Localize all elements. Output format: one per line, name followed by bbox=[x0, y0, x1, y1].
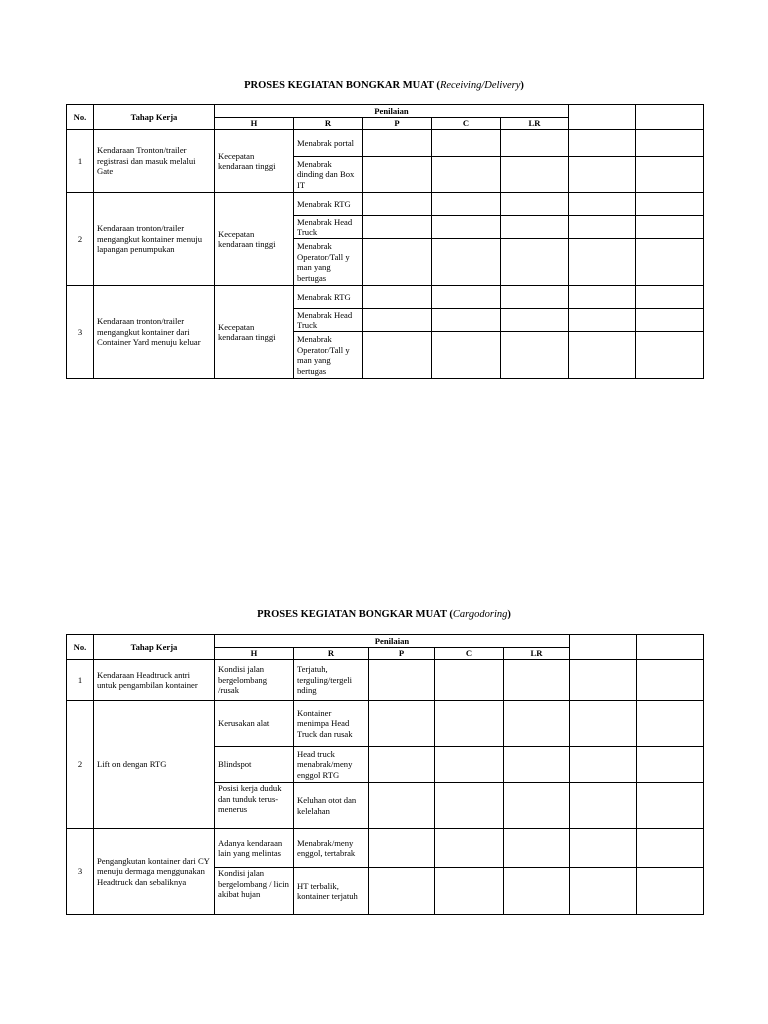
extra-cell bbox=[637, 701, 704, 747]
c-cell bbox=[435, 783, 504, 829]
tahap-kerja-cell: Kendaraan tronton/trailer mengangkut kontainer dari Container Yard menuju keluar bbox=[94, 286, 215, 379]
header-extra-1 bbox=[570, 635, 637, 660]
p-cell bbox=[369, 783, 435, 829]
hazard-cell: Kondisi jalan bergelombang /rusak bbox=[215, 660, 294, 701]
c-cell bbox=[432, 309, 501, 332]
header-penilaian: Penilaian bbox=[215, 635, 570, 648]
extra-cell bbox=[569, 332, 636, 379]
extra-cell bbox=[636, 309, 704, 332]
p-cell bbox=[369, 660, 435, 701]
p-cell bbox=[363, 309, 432, 332]
c-cell bbox=[435, 747, 504, 783]
header-penilaian: Penilaian bbox=[215, 105, 569, 118]
c-cell bbox=[432, 130, 501, 157]
extra-cell bbox=[636, 286, 704, 309]
risk-cell: Menabrak Head Truck bbox=[294, 309, 363, 332]
header-r: R bbox=[294, 648, 369, 660]
hazard-cell: Adanya kendaraan lain yang melintas bbox=[215, 829, 294, 868]
header-p: P bbox=[369, 648, 435, 660]
extra-cell bbox=[637, 747, 704, 783]
lr-cell bbox=[501, 193, 569, 216]
risk-cell: Keluhan otot dan kelelahan bbox=[294, 783, 369, 829]
extra-cell bbox=[570, 701, 637, 747]
table-row bbox=[67, 286, 704, 309]
extra-cell bbox=[637, 783, 704, 829]
hazard-cell: Kecepatan kendaraan tinggi bbox=[215, 286, 294, 379]
extra-cell bbox=[570, 868, 637, 915]
risk-cell: HT terbalik, kontainer terjatuh bbox=[294, 868, 369, 915]
extra-cell bbox=[637, 829, 704, 868]
section1-title: PROSES KEGIATAN BONGKAR MUAT (Receiving/Delivery) bbox=[244, 80, 524, 91]
c-cell bbox=[432, 193, 501, 216]
p-cell bbox=[363, 332, 432, 379]
section2-title: PROSES KEGIATAN BONGKAR MUAT (Cargodoring) bbox=[257, 609, 511, 620]
header-c: C bbox=[432, 118, 501, 130]
p-cell bbox=[363, 193, 432, 216]
hazard-cell: Kecepatan kendaraan tinggi bbox=[215, 193, 294, 286]
risk-cell: Kontainer menimpa Head Truck dan rusak bbox=[294, 701, 369, 747]
lr-cell bbox=[504, 701, 570, 747]
lr-cell bbox=[501, 286, 569, 309]
lr-cell bbox=[501, 332, 569, 379]
extra-cell bbox=[636, 216, 704, 239]
tahap-kerja-cell: Pengangkutan kontainer dari CY menuju dermaga menggunakan Headtruck dan sebaliknya bbox=[94, 829, 215, 915]
extra-cell bbox=[637, 660, 704, 701]
p-cell bbox=[369, 747, 435, 783]
receiving-delivery-table bbox=[66, 104, 704, 379]
c-cell bbox=[432, 239, 501, 286]
c-cell bbox=[435, 701, 504, 747]
lr-cell bbox=[504, 783, 570, 829]
p-cell bbox=[363, 216, 432, 239]
extra-cell bbox=[569, 216, 636, 239]
risk-cell: Menabrak Head Truck bbox=[294, 216, 363, 239]
lr-cell bbox=[501, 130, 569, 157]
table-row bbox=[67, 193, 704, 216]
table-row bbox=[67, 130, 704, 157]
lr-cell bbox=[504, 660, 570, 701]
risk-cell: Menabrak/meny enggol, tertabrak bbox=[294, 829, 369, 868]
row-number: 3 bbox=[67, 286, 94, 379]
header-tahap-kerja: Tahap Kerja bbox=[94, 635, 215, 660]
header-no: No. bbox=[67, 635, 94, 660]
hazard-cell: Kondisi jalan bergelombang / licin akibat hujan bbox=[215, 868, 294, 915]
c-cell bbox=[432, 332, 501, 379]
row-number: 2 bbox=[67, 701, 94, 829]
p-cell bbox=[363, 130, 432, 157]
lr-cell bbox=[504, 747, 570, 783]
table-row bbox=[67, 660, 704, 701]
lr-cell bbox=[501, 157, 569, 193]
header-extra-2 bbox=[637, 635, 704, 660]
risk-cell: Menabrak RTG bbox=[294, 286, 363, 309]
p-cell bbox=[363, 239, 432, 286]
header-lr: LR bbox=[501, 118, 569, 130]
cargodoring-table bbox=[66, 634, 704, 915]
hazard-cell: Kerusakan alat bbox=[215, 701, 294, 747]
header-p: P bbox=[363, 118, 432, 130]
risk-cell: Menabrak RTG bbox=[294, 193, 363, 216]
table-row bbox=[67, 829, 704, 868]
header-c: C bbox=[435, 648, 504, 660]
header-lr: LR bbox=[504, 648, 570, 660]
p-cell bbox=[363, 157, 432, 193]
extra-cell bbox=[636, 332, 704, 379]
risk-cell: Menabrak dinding dan Box IT bbox=[294, 157, 363, 193]
p-cell bbox=[369, 701, 435, 747]
extra-cell bbox=[636, 193, 704, 216]
extra-cell bbox=[637, 868, 704, 915]
c-cell bbox=[432, 286, 501, 309]
header-r: R bbox=[294, 118, 363, 130]
extra-cell bbox=[636, 130, 704, 157]
p-cell bbox=[363, 286, 432, 309]
extra-cell bbox=[570, 747, 637, 783]
lr-cell bbox=[501, 216, 569, 239]
c-cell bbox=[435, 829, 504, 868]
extra-cell bbox=[636, 157, 704, 193]
risk-cell: Menabrak Operator/Tall y man yang bertugas bbox=[294, 332, 363, 379]
lr-cell bbox=[504, 868, 570, 915]
row-number: 2 bbox=[67, 193, 94, 286]
row-number: 1 bbox=[67, 660, 94, 701]
c-cell bbox=[435, 660, 504, 701]
hazard-cell: Blindspot bbox=[215, 747, 294, 783]
c-cell bbox=[432, 157, 501, 193]
row-number: 1 bbox=[67, 130, 94, 193]
header-h: H bbox=[215, 648, 294, 660]
hazard-cell: Kecepatan kendaraan tinggi bbox=[215, 130, 294, 193]
p-cell bbox=[369, 868, 435, 915]
p-cell bbox=[369, 829, 435, 868]
risk-cell: Terjatuh, terguling/tergeli nding bbox=[294, 660, 369, 701]
header-tahap-kerja: Tahap Kerja bbox=[94, 105, 215, 130]
risk-cell: Head truck menabrak/meny enggol RTG bbox=[294, 747, 369, 783]
extra-cell bbox=[569, 239, 636, 286]
header-no: No. bbox=[67, 105, 94, 130]
extra-cell bbox=[569, 130, 636, 157]
extra-cell bbox=[570, 829, 637, 868]
extra-cell bbox=[569, 157, 636, 193]
table-row bbox=[67, 701, 704, 747]
extra-cell bbox=[569, 193, 636, 216]
lr-cell bbox=[504, 829, 570, 868]
header-extra-2 bbox=[636, 105, 704, 130]
extra-cell bbox=[570, 783, 637, 829]
c-cell bbox=[435, 868, 504, 915]
header-extra-1 bbox=[569, 105, 636, 130]
tahap-kerja-cell: Lift on dengan RTG bbox=[94, 701, 215, 829]
extra-cell bbox=[636, 239, 704, 286]
header-h: H bbox=[215, 118, 294, 130]
row-number: 3 bbox=[67, 829, 94, 915]
lr-cell bbox=[501, 309, 569, 332]
hazard-cell: Posisi kerja duduk dan tunduk terus-menerus bbox=[215, 783, 294, 829]
tahap-kerja-cell: Kendaraan Tronton/trailer registrasi dan masuk melalui Gate bbox=[94, 130, 215, 193]
tahap-kerja-cell: Kendaraan Headtruck antri untuk pengambilan kontainer bbox=[94, 660, 215, 701]
tahap-kerja-cell: Kendaraan tronton/trailer mengangkut kontainer menuju lapangan penumpukan bbox=[94, 193, 215, 286]
extra-cell bbox=[570, 660, 637, 701]
lr-cell bbox=[501, 239, 569, 286]
risk-cell: Menabrak Operator/Tall y man yang bertugas bbox=[294, 239, 363, 286]
risk-cell: Menabrak portal bbox=[294, 130, 363, 157]
c-cell bbox=[432, 216, 501, 239]
extra-cell bbox=[569, 309, 636, 332]
extra-cell bbox=[569, 286, 636, 309]
